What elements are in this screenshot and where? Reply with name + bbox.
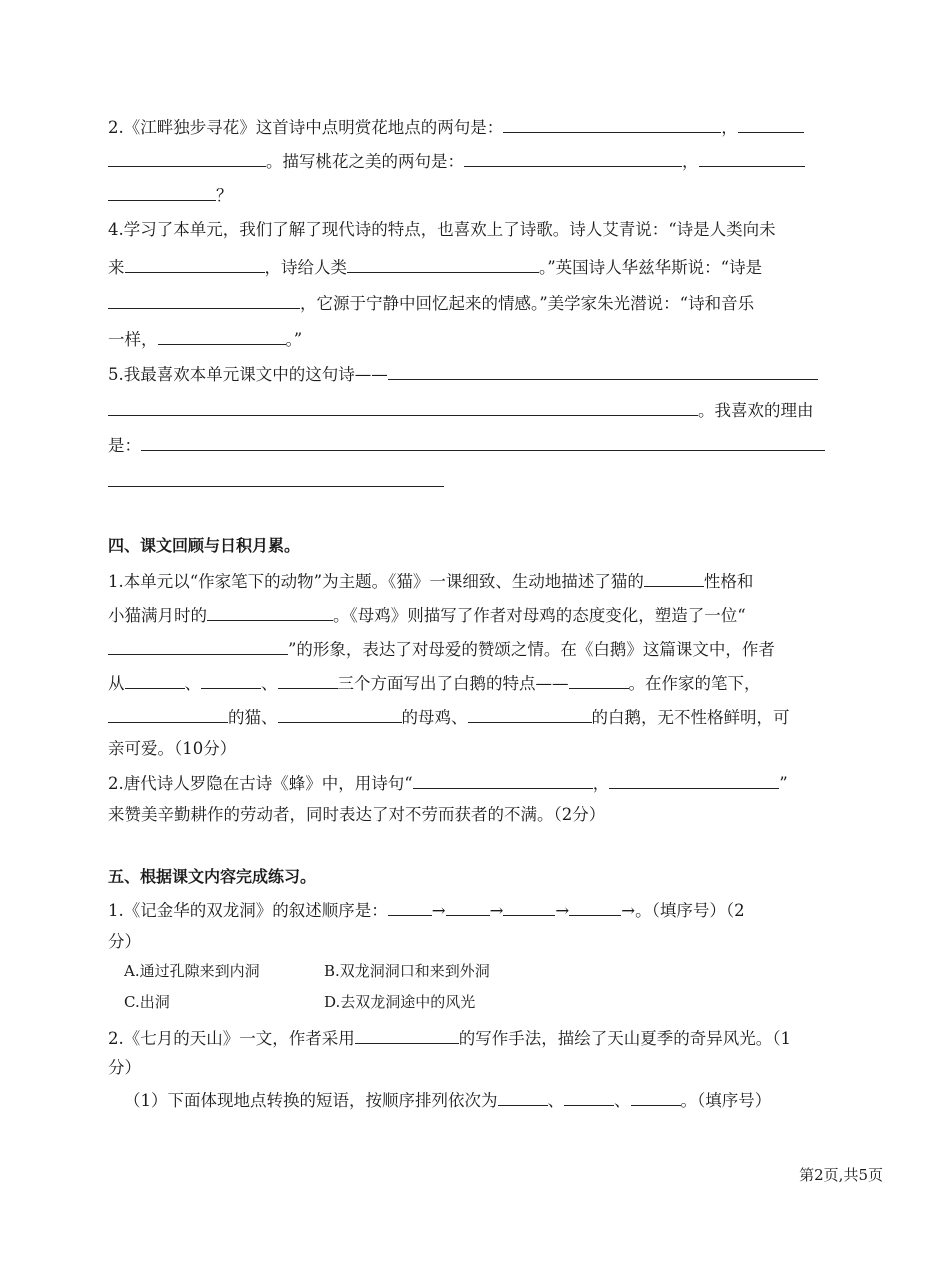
arrow-icon: → [555,901,570,920]
answer-blank[interactable] [108,399,698,416]
s4-q1-line6: 亲可爱。（10分） [108,739,237,758]
answer-blank[interactable] [278,706,402,723]
q3-item4-line4: 一样， 。” [108,330,303,349]
answer-blank[interactable] [108,470,444,487]
q3-item5-line3: 是： [108,434,850,457]
answer-blank[interactable] [355,1027,459,1044]
answer-blank[interactable] [446,899,490,916]
s4-q1-line1: 1.本单元以“作家笔下的动物”为主题。《猫》一课细致、生动地描述了猫的 性格和 [108,572,754,591]
answer-blank[interactable] [569,672,629,689]
section5-heading: 五、根据课文内容完成练习。 [108,867,317,886]
answer-blank[interactable] [158,328,286,345]
s4-q1-line5: 的猫、 的母鸡、 的白鹅，无不性格鲜明，可 [108,706,850,729]
option-b: B.双龙洞洞口和来到外洞 [324,962,490,980]
answer-blank[interactable] [108,292,300,309]
answer-blank[interactable] [609,772,779,789]
answer-blank[interactable] [108,150,266,167]
answer-blank[interactable] [278,672,338,689]
answer-blank[interactable] [413,772,593,789]
arrow-icon: → [621,901,636,920]
answer-blank[interactable] [347,256,539,273]
answer-blank[interactable] [388,899,432,916]
answer-blank[interactable] [108,184,216,201]
arrow-icon: → [489,901,504,920]
answer-blank[interactable] [125,672,185,689]
answer-blank[interactable] [644,570,704,587]
option-a: A.通过孔隙来到内洞 [124,962,260,980]
option-c: C.出洞 [124,993,170,1011]
s5-q1-line2: 分） [108,932,141,951]
answer-blank[interactable] [108,638,288,655]
answer-blank[interactable] [141,434,825,451]
answer-blank[interactable] [503,899,555,916]
answer-blank[interactable] [498,1089,548,1106]
answer-blank[interactable] [207,604,333,621]
answer-blank[interactable] [631,1089,681,1106]
s5-q1-line1: 1.《记金华的双龙洞》的叙述顺序是： → → → →。（填序号）（2 [108,901,745,920]
answer-blank[interactable] [388,363,818,380]
arrow-icon: → [431,901,446,920]
s4-q1-line2: 小猫满月时的 。《母鸡》则描写了作者对母鸡的态度变化，塑造了一位“ [108,606,746,625]
q3-item4-line1: 4.学习了本单元，我们了解了现代诗的特点，也喜欢上了诗歌。诗人艾青说：“诗是人类向未 [108,220,776,239]
answer-blank[interactable] [503,116,721,133]
s4-q2-line2: 来赞美辛勤耕作的劳动者，同时表达了对不劳而获者的不满。（2分） [108,805,606,824]
s4-q2-line1: 2.唐代诗人罗隐在古诗《蜂》中，用诗句“ ， ” [108,774,788,793]
answer-blank[interactable] [738,116,804,133]
answer-blank[interactable] [125,256,265,273]
answer-blank[interactable] [699,150,805,167]
s5-q2-sub1: （1）下面体现地点转换的短语，按顺序排列依次为 、 、 。（填序号） [124,1091,772,1110]
q3-item2-line2: 。描写桃花之美的两句是： ， [108,150,850,173]
answer-blank[interactable] [569,899,621,916]
answer-blank[interactable] [564,1089,614,1106]
option-d: D.去双龙洞途中的风光 [324,993,476,1011]
q3-item5-line4 [108,470,850,493]
q3-item4-line3: ，它源于宁静中回忆起来的情感。”美学家朱光潜说：“诗和音乐 [108,292,850,315]
s5-q2-line1: 2.《七月的天山》一文，作者采用 的写作手法，描绘了天山夏季的奇异风光。（1 [108,1029,791,1048]
q3-item2-line1: 2.《江畔独步寻花》这首诗中点明赏花地点的两句是： ， [108,116,850,139]
page-number: 第2页,共5页 [799,1166,883,1184]
q3-item5-line2: 。我喜欢的理由 [108,399,850,422]
section4-heading: 四、课文回顾与日积月累。 [108,536,301,555]
q3-item2-line3: ？ [108,184,850,207]
answer-blank[interactable] [108,706,228,723]
s5-q2-line2: 分） [108,1058,141,1077]
q3-item5-line1: 5.我最喜欢本单元课文中的这句诗—— [108,363,850,386]
s4-q1-line3: ”的形象，表达了对母爱的赞颂之情。在《白鹅》这篇课文中，作者 [108,638,850,661]
s4-q1-line4: 从 、 、 三个方面写出了白鹅的特点—— 。在作家的笔下， [108,674,761,693]
answer-blank[interactable] [201,672,261,689]
q3-item4-line2: 来 ，诗给人类 。”英国诗人华兹华斯说：“诗是 [108,258,763,277]
answer-blank[interactable] [464,150,682,167]
answer-blank[interactable] [468,706,592,723]
